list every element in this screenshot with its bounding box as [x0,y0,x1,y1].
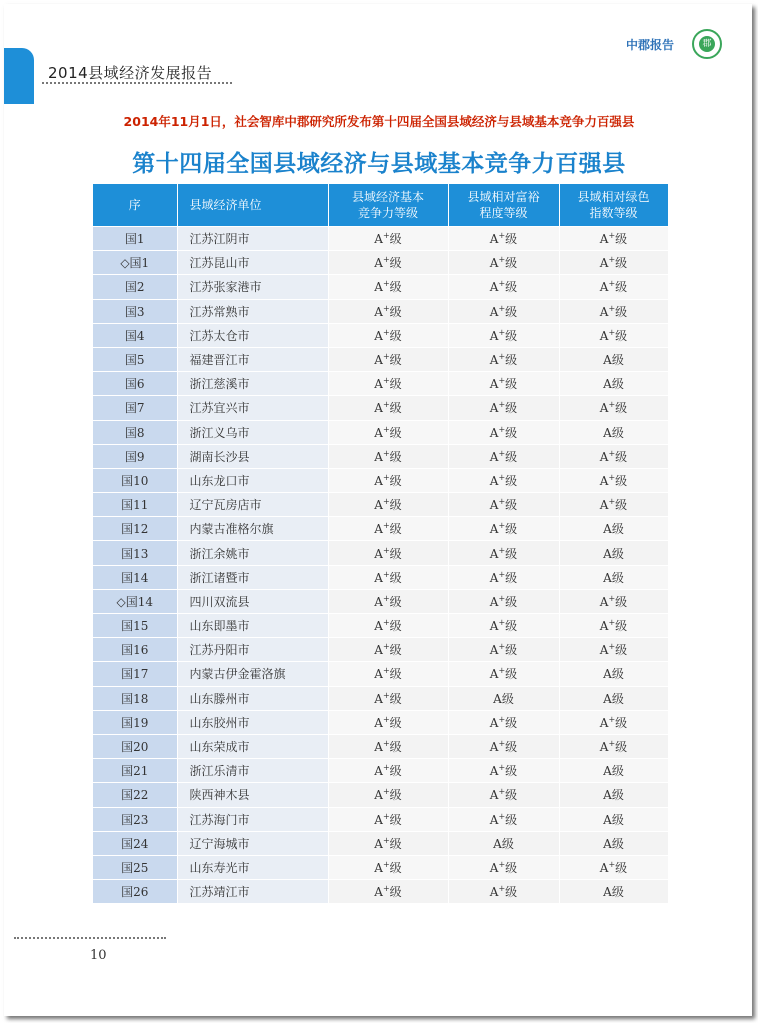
grade-plus-mark: + [382,376,390,386]
grade-plus-mark: + [498,787,506,797]
rank-cell: 国23 [93,807,177,831]
chapter-tab [4,48,34,104]
green-grade-cell: A+级 [559,493,668,517]
competitiveness-grade-cell: A+级 [328,517,448,541]
unit-cell: 山东寿光市 [177,855,328,879]
green-grade-cell: A+级 [559,734,668,758]
grade-plus-mark: + [382,400,390,410]
green-grade-cell: A+级 [559,444,668,468]
unit-cell: 湖南长沙县 [177,444,328,468]
table-row [93,662,668,686]
competitiveness-grade-cell: A+级 [328,880,448,904]
grade-plus-mark: + [382,521,390,531]
grade-plus-mark: + [498,424,506,434]
unit-cell: 江苏海门市 [177,807,328,831]
green-grade-cell: A级 [559,372,668,396]
grade-plus-mark: + [382,739,390,749]
competitiveness-grade-cell: A+级 [328,227,448,251]
grade-plus-mark: + [608,739,616,749]
grade-plus-mark: + [498,569,506,579]
grade-plus-mark: + [498,545,506,555]
green-grade-cell: A级 [559,517,668,541]
grade-plus-mark: + [382,811,390,821]
unit-cell: 浙江义乌市 [177,420,328,444]
competitiveness-grade-cell: A+级 [328,444,448,468]
unit-cell: 江苏张家港市 [177,275,328,299]
grade-plus-mark: + [608,618,616,628]
grade-plus-mark: + [382,763,390,773]
competitiveness-grade-cell: A+级 [328,807,448,831]
wealth-grade-cell: A+级 [448,638,559,662]
table-row [93,468,668,492]
grade-plus-mark: + [498,327,506,337]
grade-plus-mark: + [608,472,616,482]
rank-cell: 国16 [93,638,177,662]
unit-cell: 浙江慈溪市 [177,372,328,396]
rank-cell: 国26 [93,880,177,904]
table-row [93,227,668,251]
wealth-grade-cell: A+级 [448,589,559,613]
table-row [93,299,668,323]
wealth-grade-cell: A+级 [448,275,559,299]
header-divider [42,82,232,84]
header-green-line2: 指数等级 [589,206,638,220]
grade-plus-mark: + [382,666,390,676]
wealth-grade-cell: A级 [448,831,559,855]
table-row [93,541,668,565]
rank-cell: 国3 [93,299,177,323]
table-row [93,493,668,517]
rank-cell: 国2 [93,275,177,299]
green-grade-cell: A级 [559,347,668,371]
header-competitiveness-line2: 竞争力等级 [357,206,418,220]
grade-plus-mark: + [498,472,506,482]
grade-plus-mark: + [498,593,506,603]
competitiveness-grade-cell: A+级 [328,855,448,879]
grade-plus-mark: + [498,352,506,362]
green-grade-cell: A+级 [559,710,668,734]
wealth-grade-cell: A+级 [448,396,559,420]
table-row [93,638,668,662]
rank-cell: 国7 [93,396,177,420]
competitiveness-grade-cell: A+级 [328,299,448,323]
wealth-grade-cell: A+级 [448,614,559,638]
rank-cell: 国22 [93,783,177,807]
table-header-row [93,184,668,227]
wealth-grade-cell: A+级 [448,734,559,758]
table-row [93,251,668,275]
unit-cell: 江苏丹阳市 [177,638,328,662]
table-row [93,275,668,299]
header-green [559,184,668,227]
grade-plus-mark: + [382,352,390,362]
logo-mark: 郡 [699,36,715,52]
grade-plus-mark: + [498,497,506,507]
unit-cell: 内蒙古伊金霍洛旗 [177,662,328,686]
wealth-grade-cell: A+级 [448,420,559,444]
rank-cell: 国18 [93,686,177,710]
table-row [93,420,668,444]
ranking-table [93,184,669,903]
rank-cell: ◇国14 [93,589,177,613]
grade-plus-mark: + [498,739,506,749]
rank-cell: 国8 [93,420,177,444]
grade-plus-mark: + [608,279,616,289]
green-grade-cell: A级 [559,565,668,589]
green-grade-cell: A级 [559,541,668,565]
competitiveness-grade-cell: A+级 [328,323,448,347]
competitiveness-grade-cell: A+级 [328,589,448,613]
grade-plus-mark: + [382,255,390,265]
green-grade-cell: A级 [559,880,668,904]
table-row [93,517,668,541]
grade-plus-mark: + [382,835,390,845]
rank-cell: 国1 [93,227,177,251]
unit-cell: 山东滕州市 [177,686,328,710]
competitiveness-grade-cell: A+级 [328,662,448,686]
table-row [93,734,668,758]
unit-cell: 山东胶州市 [177,710,328,734]
competitiveness-grade-cell: A+级 [328,734,448,758]
unit-cell: 四川双流县 [177,589,328,613]
table-row [93,444,668,468]
unit-cell: 江苏靖江市 [177,880,328,904]
grade-plus-mark: + [498,811,506,821]
unit-cell: 内蒙古准格尔旗 [177,517,328,541]
grade-plus-mark: + [498,859,506,869]
table-row [93,759,668,783]
grade-plus-mark: + [608,714,616,724]
rank-cell: 国20 [93,734,177,758]
table-body [93,227,668,904]
wealth-grade-cell: A+级 [448,444,559,468]
grade-plus-mark: + [498,618,506,628]
green-grade-cell: A级 [559,759,668,783]
wealth-grade-cell: A+级 [448,517,559,541]
competitiveness-grade-cell: A+级 [328,251,448,275]
grade-plus-mark: + [382,497,390,507]
wealth-grade-cell: A+级 [448,807,559,831]
grade-plus-mark: + [498,376,506,386]
unit-cell: 山东龙口市 [177,468,328,492]
page-number: 10 [90,948,107,963]
unit-cell: 浙江乐清市 [177,759,328,783]
grade-plus-mark: + [608,593,616,603]
rank-cell: 国10 [93,468,177,492]
table-title: 第十四届全国县域经济与县域基本竞争力百强县 [132,151,626,177]
table-row [93,855,668,879]
grade-plus-mark: + [382,884,390,894]
grade-plus-mark: + [382,642,390,652]
wealth-grade-cell: A+级 [448,493,559,517]
header-competitiveness [328,184,448,227]
rank-cell: 国25 [93,855,177,879]
grade-plus-mark: + [498,714,506,724]
grade-plus-mark: + [608,327,616,337]
announcement-text: 2014年11月1日，社会智库中郡研究所发布第十四届全国县域经济与县域基本竞争力百强县 [123,114,635,129]
grade-plus-mark: + [382,327,390,337]
header-wealth-line2: 程度等级 [479,206,528,220]
competitiveness-grade-cell: A+级 [328,541,448,565]
competitiveness-grade-cell: A+级 [328,372,448,396]
footer-divider [14,937,166,939]
grade-plus-mark: + [382,424,390,434]
rank-cell: 国19 [93,710,177,734]
rank-cell: 国11 [93,493,177,517]
green-grade-cell: A+级 [559,638,668,662]
grade-plus-mark: + [498,642,506,652]
green-grade-cell: A+级 [559,275,668,299]
header-green-line1: 县域相对绿色 [577,190,650,204]
grade-plus-mark: + [382,303,390,313]
table-row [93,614,668,638]
wealth-grade-cell: A+级 [448,880,559,904]
report-title: 2014县域经济发展报告 [48,64,213,82]
table-row [93,347,668,371]
table-row [93,807,668,831]
grade-plus-mark: + [382,448,390,458]
unit-cell: 浙江余姚市 [177,541,328,565]
table-row [93,686,668,710]
green-grade-cell: A+级 [559,855,668,879]
competitiveness-grade-cell: A+级 [328,638,448,662]
grade-plus-mark: + [498,303,506,313]
unit-cell: 福建晋江市 [177,347,328,371]
green-grade-cell: A+级 [559,227,668,251]
rank-cell: 国13 [93,541,177,565]
grade-plus-mark: + [498,231,506,241]
wealth-grade-cell: A+级 [448,347,559,371]
table-row [93,880,668,904]
grade-plus-mark: + [382,593,390,603]
table-row [93,396,668,420]
rank-cell: 国9 [93,444,177,468]
grade-plus-mark: + [608,231,616,241]
wealth-grade-cell: A+级 [448,565,559,589]
wealth-grade-cell: A+级 [448,662,559,686]
unit-cell: 陕西神木县 [177,783,328,807]
table-row [93,589,668,613]
competitiveness-grade-cell: A+级 [328,275,448,299]
green-grade-cell: A级 [559,420,668,444]
wealth-grade-cell: A+级 [448,299,559,323]
unit-cell: 辽宁瓦房店市 [177,493,328,517]
header-competitiveness-line1: 县域经济基本 [351,190,424,204]
grade-plus-mark: + [382,690,390,700]
wealth-grade-cell: A+级 [448,759,559,783]
grade-plus-mark: + [498,279,506,289]
unit-cell: 山东荣成市 [177,734,328,758]
wealth-grade-cell: A+级 [448,468,559,492]
grade-plus-mark: + [382,569,390,579]
grade-plus-mark: + [608,448,616,458]
rank-cell: 国21 [93,759,177,783]
grade-plus-mark: + [608,642,616,652]
grade-plus-mark: + [382,472,390,482]
unit-cell: 江苏宜兴市 [177,396,328,420]
grade-plus-mark: + [382,545,390,555]
competitiveness-grade-cell: A+级 [328,493,448,517]
table-row [93,783,668,807]
unit-cell: 江苏常熟市 [177,299,328,323]
grade-plus-mark: + [498,255,506,265]
header-wealth-line1: 县域相对富裕 [467,190,540,204]
table-row [93,323,668,347]
competitiveness-grade-cell: A+级 [328,710,448,734]
wealth-grade-cell: A+级 [448,783,559,807]
wealth-grade-cell: A+级 [448,710,559,734]
competitiveness-grade-cell: A+级 [328,614,448,638]
rank-cell: 国5 [93,347,177,371]
grade-plus-mark: + [608,400,616,410]
green-grade-cell: A级 [559,686,668,710]
logo-icon [692,29,722,59]
grade-plus-mark: + [382,279,390,289]
brand-name: 中郡报告 [626,38,675,52]
green-grade-cell: A级 [559,783,668,807]
competitiveness-grade-cell: A+级 [328,347,448,371]
wealth-grade-cell: A+级 [448,855,559,879]
table-row [93,372,668,396]
green-grade-cell: A+级 [559,468,668,492]
grade-plus-mark: + [498,521,506,531]
grade-plus-mark: + [498,763,506,773]
competitiveness-grade-cell: A+级 [328,468,448,492]
unit-cell: 浙江诸暨市 [177,565,328,589]
grade-plus-mark: + [498,448,506,458]
unit-cell: 辽宁海城市 [177,831,328,855]
green-grade-cell: A+级 [559,299,668,323]
green-grade-cell: A+级 [559,396,668,420]
header-rank: 序 [93,184,177,227]
competitiveness-grade-cell: A+级 [328,420,448,444]
grade-plus-mark: + [608,497,616,507]
rank-cell: 国6 [93,372,177,396]
unit-cell: 江苏太仓市 [177,323,328,347]
green-grade-cell: A+级 [559,614,668,638]
rank-cell: 国24 [93,831,177,855]
green-grade-cell: A+级 [559,251,668,275]
grade-plus-mark: + [382,618,390,628]
unit-cell: 江苏昆山市 [177,251,328,275]
grade-plus-mark: + [382,787,390,797]
competitiveness-grade-cell: A+级 [328,759,448,783]
green-grade-cell: A级 [559,831,668,855]
wealth-grade-cell: A+级 [448,251,559,275]
table-row [93,565,668,589]
competitiveness-grade-cell: A+级 [328,783,448,807]
competitiveness-grade-cell: A+级 [328,686,448,710]
grade-plus-mark: + [498,884,506,894]
competitiveness-grade-cell: A+级 [328,831,448,855]
wealth-grade-cell: A+级 [448,372,559,396]
rank-cell: 国14 [93,565,177,589]
grade-plus-mark: + [498,400,506,410]
grade-plus-mark: + [608,255,616,265]
green-grade-cell: A级 [559,662,668,686]
green-grade-cell: A级 [559,807,668,831]
grade-plus-mark: + [382,714,390,724]
unit-cell: 山东即墨市 [177,614,328,638]
green-grade-cell: A+级 [559,323,668,347]
grade-plus-mark: + [608,859,616,869]
header-unit: 县域经济单位 [177,184,328,227]
grade-plus-mark: + [382,859,390,869]
grade-plus-mark: + [498,666,506,676]
rank-cell: 国12 [93,517,177,541]
rank-cell: 国15 [93,614,177,638]
wealth-grade-cell: A+级 [448,227,559,251]
grade-plus-mark: + [382,231,390,241]
table-row [93,831,668,855]
green-grade-cell: A+级 [559,589,668,613]
competitiveness-grade-cell: A+级 [328,396,448,420]
wealth-grade-cell: A+级 [448,323,559,347]
rank-cell: 国17 [93,662,177,686]
table-row [93,710,668,734]
wealth-grade-cell: A级 [448,686,559,710]
rank-cell: ◇国1 [93,251,177,275]
rank-cell: 国4 [93,323,177,347]
competitiveness-grade-cell: A+级 [328,565,448,589]
wealth-grade-cell: A+级 [448,541,559,565]
grade-plus-mark: + [608,303,616,313]
unit-cell: 江苏江阴市 [177,227,328,251]
header-wealth [448,184,559,227]
